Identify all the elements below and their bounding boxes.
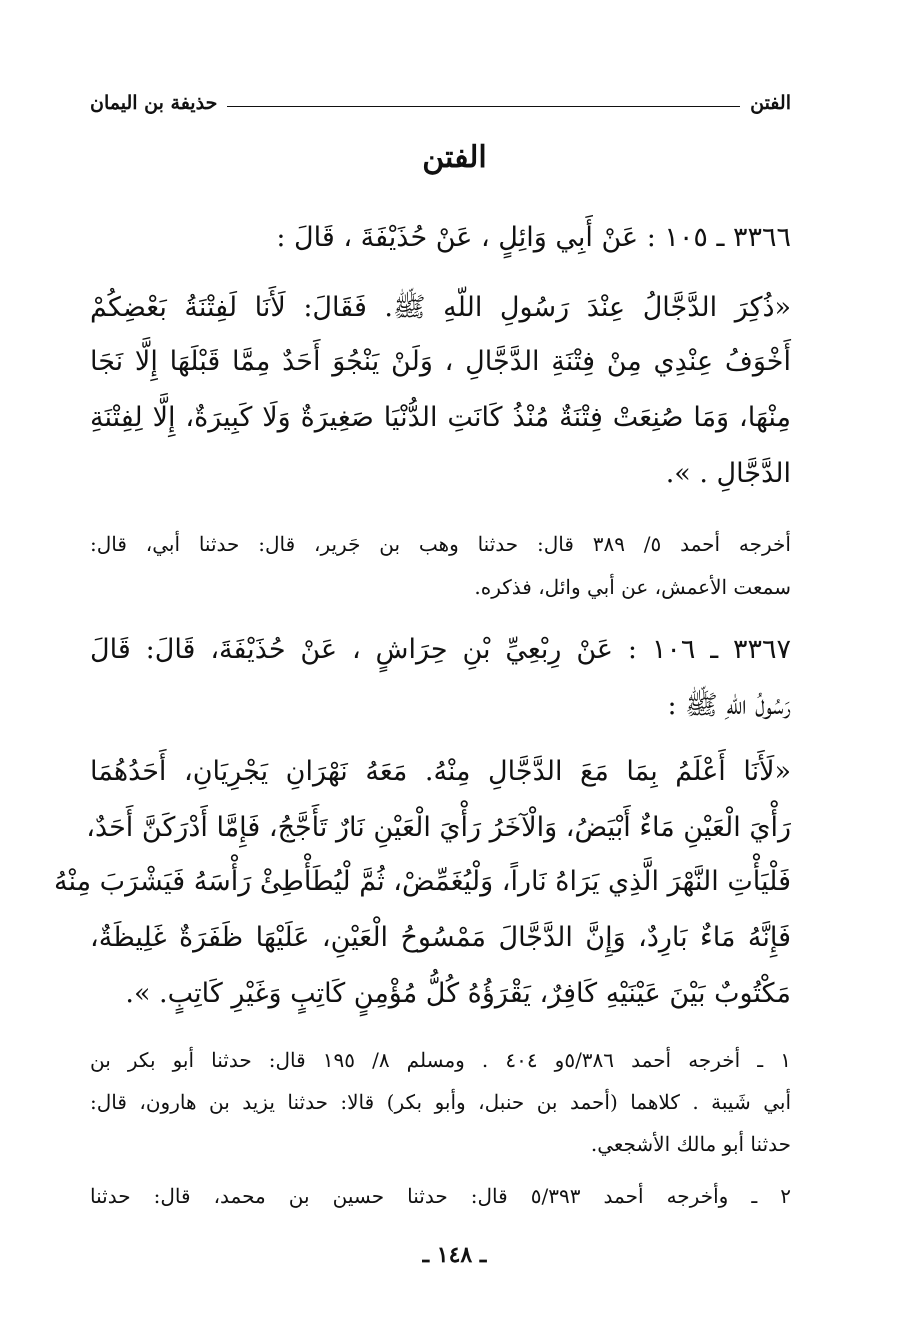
hadith-106-text-line: مَكْتُوبٌ بَيْنَ عَيْنَيْهِ كَافِرٌ، يَقْرَؤُهُ كُلُّ مُؤْمِنٍ كَاتِبٍ وَغَيْرِ كَاتِبٍ. ». bbox=[125, 978, 791, 1009]
hadith-106-source-line: حدثنا أبو مالك الأشجعي. bbox=[590, 1132, 791, 1156]
page-number: ـ ١٤٨ ـ bbox=[422, 1242, 487, 1268]
header-rule bbox=[227, 106, 740, 107]
hadith-106-text-line: «لَأَنَا أَعْلَمُ بِمَا مَعَ الدَّجَّالِ مِنْهُ. مَعَهُ نَهْرَانِ يَجْرِيَانِ، أَحَدُهُمَا bbox=[90, 756, 791, 787]
hadith-105-text-line: الدَّجَّالِ . ». bbox=[665, 458, 791, 489]
chapter-title: الفتن bbox=[422, 140, 487, 175]
hadith-105-text-line: «ذُكِرَ الدَّجَّالُ عِنْدَ رَسُولِ اللّهِ ﷺ. فَقَالَ: لَأَنَا لَفِتْنَةُ بَعْضِكُمْ bbox=[90, 292, 791, 323]
hadith-106-text-line: فَلْيَأْتِ النَّهْرَ الَّذِي يَرَاهُ نَاراً، وَلْيُغَمِّضْ، ثُمَّ لْيُطَأْطِئْ رَأْسَهُ فَيَشْرَبَ مِنْهُ bbox=[53, 866, 791, 897]
hadith-105-source-line: أخرجه أحمد ٥/ ٣٨٩ قال: حدثنا وهب بن جَرير، قال: حدثنا أبي، قال: bbox=[90, 532, 791, 556]
hadith-105-text-line: أَخْوَفُ عِنْدِي مِنْ فِتْنَةِ الدَّجَّالِ ، وَلَنْ يَنْجُوَ أَحَدٌ مِمَّا قَبْلَهَا إِلَّا نَجَا bbox=[90, 346, 791, 377]
running-header-section: الفتن bbox=[750, 92, 791, 114]
hadith-106-source-line: أبي شَيبة . كلاهما (أحمد بن حنبل، وأبو بكر) قالا: حدثنا يزيد بن هارون، قال: bbox=[90, 1090, 791, 1114]
running-header-book: حذيفة بن اليمان bbox=[90, 92, 218, 114]
hadith-105-text-line: مِنْهَا، وَمَا صُنِعَتْ فِتْنَةٌ مُنْذُ كَانَتِ الدُّنْيَا صَغِيرَةٌ وَلَا كَبِيرَةٌ، إِلَّا لِفِتْنَةِ bbox=[90, 402, 791, 433]
hadith-106-text-line: فَإِنَّهُ مَاءٌ بَارِدٌ، وَإِنَّ الدَّجَّالَ مَمْسُوحُ الْعَيْنِ، عَلَيْهَا ظَفَرَةٌ غَلِيظَةٌ، bbox=[90, 922, 791, 953]
hadith-106-chain: ٣٣٦٧ ـ ١٠٦ : عَنْ رِبْعِيِّ بْنِ حِرَاشٍ ، عَنْ حُذَيْفَةَ، قَالَ: قَالَ bbox=[90, 634, 791, 665]
hadith-106-text-line: رَأْيَ الْعَيْنِ مَاءٌ أَبْيَضُ، وَالْآخَرُ رَأْيَ الْعَيْنِ نَارٌ تَأَجَّجُ، فَإِمَّا أَدْرَكَنَّ أَحَدٌ، bbox=[86, 812, 791, 843]
hadith-106-chain: رَسُولُ اللّهِ ﷺ : bbox=[667, 690, 791, 721]
running-header bbox=[90, 88, 791, 118]
hadith-105-source-line: سمعت الأعمش، عن أبي وائل، فذكره. bbox=[474, 575, 791, 599]
hadith-105-chain: ٣٣٦٦ ـ ١٠٥ : عَنْ أَبِي وَائِلٍ ، عَنْ حُذَيْفَةَ ، قَالَ : bbox=[276, 222, 791, 253]
hadith-106-source-line: ١ ـ أخرجه أحمد ٥/٣٨٦و ٤٠٤ . ومسلم ٨/ ١٩٥ قال: حدثنا أبو بكر بن bbox=[90, 1048, 792, 1072]
hadith-106-source-line: ٢ ـ وأخرجه أحمد ٥/٣٩٣ قال: حدثنا حسين بن محمد، قال: حدثنا bbox=[90, 1184, 792, 1208]
